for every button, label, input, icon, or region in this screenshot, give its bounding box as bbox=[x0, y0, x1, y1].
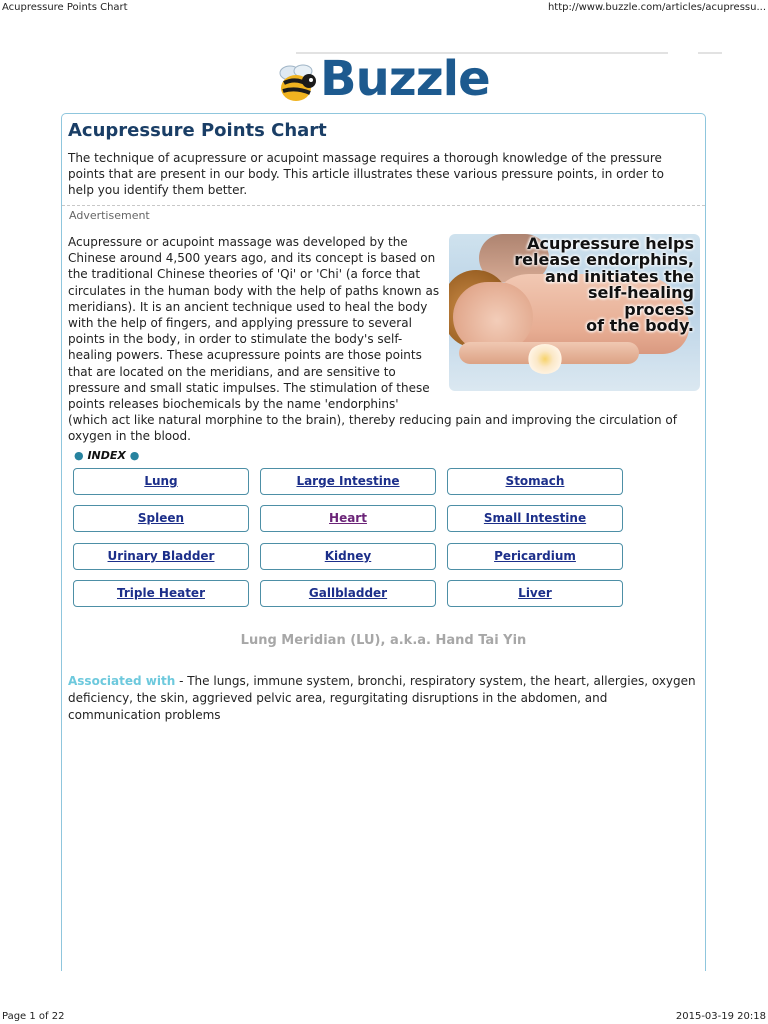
caption-line: release endorphins, bbox=[514, 250, 694, 270]
index-heading bbox=[74, 449, 139, 462]
article-body bbox=[68, 234, 700, 445]
print-timestamp: 2015-03-19 20:18 bbox=[675, 1011, 766, 1022]
article-body-text: Acupressure or acupoint massage was developed by the Chinese around 4,500 years ago, and its concept is based on the traditional Chinese theories of 'Qi' or 'Chi' (a force that circulates in the human body with the help of paths known as meridians). It is an ancient technique used to heal the body with the help of fingers, and applying pressure to several points in the body, in order to stimulate the body's self-healing powers. These acupressure points are those points that are located on the meridians, and are sensitive to pressure and small static impulses. The stimulation of these points releases biochemicals by the name 'endorphins' (which act like natural morphine to the brain), thereby reducing pain and improving the circulation of oxygen in the blood. bbox=[68, 235, 677, 444]
page-title: Acupressure Points Chart bbox=[68, 120, 327, 141]
logo-wordmark: Buzzle bbox=[320, 51, 490, 107]
article-intro: The technique of acupressure or acupoint massage requires a thorough knowledge of the pressure points that are present in our body. This article illustrates these various pressure points, in order to help you identify them better. bbox=[68, 151, 664, 197]
buzzle-logo[interactable] bbox=[276, 51, 506, 107]
print-header bbox=[2, 2, 766, 16]
meridian-heading: Lung Meridian (LU), a.k.a. Hand Tai Yin bbox=[240, 633, 527, 648]
index-link-lung[interactable]: Lung bbox=[73, 468, 249, 495]
index-link-kidney[interactable]: Kidney bbox=[260, 543, 436, 570]
header-divider-right bbox=[698, 52, 722, 54]
print-page-url: http://www.buzzle.com/articles/acupressu... bbox=[547, 2, 766, 13]
page-number: Page 1 of 22 bbox=[2, 1011, 65, 1022]
bee-icon bbox=[276, 61, 320, 105]
intro-divider bbox=[62, 205, 705, 206]
bullet-icon: ● bbox=[129, 449, 140, 462]
associated-text: - The lungs, immune system, bronchi, respiratory system, the heart, allergies, oxygen deficiency, the skin, aggrieved pelvic area, regurgitating disruptions in the abdomen, and communication problems bbox=[68, 674, 696, 722]
index-link-spleen[interactable]: Spleen bbox=[73, 505, 249, 532]
index-link-urinary-bladder[interactable]: Urinary Bladder bbox=[73, 543, 249, 570]
index-link-liver[interactable]: Liver bbox=[447, 580, 623, 607]
massage-photo bbox=[449, 234, 700, 391]
caption-line: process bbox=[624, 299, 694, 319]
bullet-icon: ● bbox=[74, 449, 84, 462]
index-link-small-intestine[interactable]: Small Intestine bbox=[447, 505, 623, 532]
caption-line: of the body. bbox=[586, 316, 694, 336]
print-page-title: Acupressure Points Chart bbox=[2, 2, 128, 13]
index-link-stomach[interactable]: Stomach bbox=[447, 468, 623, 495]
print-footer bbox=[2, 1008, 766, 1022]
caption-line: Acupressure helps bbox=[527, 234, 694, 253]
index-label: INDEX bbox=[87, 449, 126, 462]
flower-icon bbox=[527, 344, 563, 374]
associated-paragraph bbox=[68, 673, 698, 724]
associated-label: Associated with bbox=[68, 674, 176, 688]
index-link-gallbladder[interactable]: Gallbladder bbox=[260, 580, 436, 607]
index-link-large-intestine[interactable]: Large Intestine bbox=[260, 468, 436, 495]
caption-line: and initiates the bbox=[545, 266, 694, 286]
index-link-pericardium[interactable]: Pericardium bbox=[447, 543, 623, 570]
photo-caption bbox=[514, 236, 694, 334]
advertisement-label: Advertisement bbox=[69, 209, 150, 222]
index-link-triple-heater[interactable]: Triple Heater bbox=[73, 580, 249, 607]
index-link-heart[interactable]: Heart bbox=[260, 505, 436, 532]
caption-line: self-healing bbox=[587, 283, 694, 303]
